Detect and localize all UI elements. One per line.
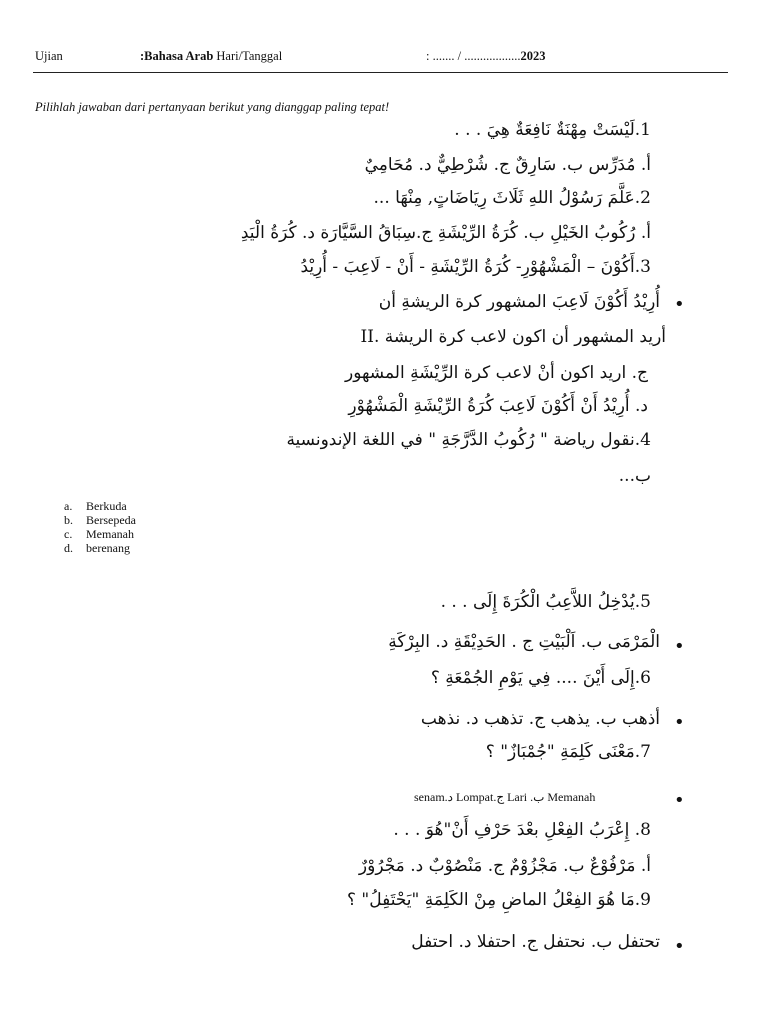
question-2: 2.عَلَّمَ رَسُوْلُ اللهِ ثَلَاثَ رِيَاضَاتٍ, مِنْهَا ... — [373, 188, 651, 208]
instruction-text: Pilihlah jawaban dari pertanyaan berikut yang dianggap paling tepat! — [35, 100, 390, 114]
question-7-options: senam.د Lompat.ج Lari .ب Memanah — [414, 790, 596, 804]
bullet-marker: • — [674, 636, 685, 657]
question-8: 8. إِعْرَبُ الفِعْلِ بعْدَ حَرْفِ أَنْ"هُوَ . . . — [393, 820, 651, 840]
subject-name: :Bahasa Arab — [140, 49, 214, 63]
question-7: 7.مَعْنَى كَلِمَةِ "جُمْبَازٌ" ؟ — [485, 742, 651, 762]
option-text: Bersepeda — [86, 513, 136, 527]
header-divider — [33, 72, 728, 73]
exam-label: Ujian — [35, 49, 63, 63]
question-6: 6.إِلَى أَيْنَ .... فِي يَوْمِ الجُمْعَةِ ؟ — [430, 668, 651, 688]
question-4-tail: ب... — [618, 466, 651, 486]
question-9-options: تحتفل ب. نحتفل ج. احتفلا د. احتفل — [411, 932, 660, 952]
question-6-options: أذهب ب. يذهب ج. تذهب د. نذهب — [420, 709, 660, 729]
question-4-options — [64, 499, 136, 555]
date-label: Hari/Tanggal — [213, 49, 283, 63]
option-text: Berkuda — [86, 499, 127, 513]
question-1-options: أ. مُدَرِّس ب. سَارِقٌ ج. شُرْطِيٌّ د. مُحَامِيٌ — [364, 155, 651, 175]
option-marker: d. — [64, 541, 73, 555]
question-3: 3.أَكُوْنَ – الْمَشْهُوْرِ- كُرَةُ الرِّيْشَةِ - أَنْ - لَاعِبَ - أُرِيْدُ — [300, 257, 651, 277]
question-5-options: الْمَرْمَى ب. اَلْبَيْتِ ج . الحَدِيْقَةِ د. البِرْكَةِ — [388, 632, 660, 652]
bullet-marker: • — [674, 294, 685, 315]
date-blank: : ....... / .................. — [426, 49, 521, 63]
bullet-marker: • — [674, 936, 685, 957]
option-marker: c. — [64, 527, 73, 541]
option-text: Memanah — [86, 527, 134, 541]
subject-field — [140, 49, 282, 64]
question-3-option-c: ج. اريد اكون أنْ لاعب كرة الرِّيْشَةِ المشهور — [344, 363, 648, 383]
question-4-option — [64, 541, 136, 555]
option-marker: b. — [64, 513, 73, 527]
date-field — [426, 49, 545, 64]
question-4-option — [64, 527, 136, 541]
question-1: 1.لَيْسَتْ مِهْنَةٌ نَافِعَةٌ هِيَ . . . — [454, 120, 651, 140]
option-text: berenang — [86, 541, 130, 555]
question-3-option-d: د. أُرِيْدُ أَنْ أَكُوْنَ لَاعِبَ كُرَةُ الرِّيْشَةِ الْمَشْهُوْرِ — [348, 396, 648, 416]
bullet-marker: • — [674, 712, 685, 733]
question-4-option — [64, 513, 136, 527]
question-4: 4.نقول رياضة " رُكُوبُ الدَّرَّجَةِ " في اللغة الإندونسية — [286, 430, 651, 450]
bullet-marker: • — [674, 790, 685, 811]
question-5: 5.يُدْخِلُ اللاَّعِبُ الْكُرَةَ إِلَى . . . — [440, 592, 651, 612]
question-3-option-b: II. أريد المشهور أن اكون لاعب كرة الريشة — [360, 327, 666, 347]
year: 2023 — [520, 49, 546, 63]
question-3-option-a: أُرِيْدُ أَكُوْنَ لَاعِبَ المشهور كرة الريشةِ أن — [378, 292, 660, 312]
question-8-options: أ. مَرْفُوْعٌ ب. مَجْزُوْمٌ ج. مَنْصُوْبٌ د. مَجْرُوْرٌ — [358, 856, 651, 876]
question-9: 9.مَا هُوَ الفِعْلُ الماضِ مِنْ الكَلِمَةِ "يَحْتَفِلُ" ؟ — [346, 890, 651, 910]
question-4-option — [64, 499, 136, 513]
question-2-options: أ. رُكُوبُ الخَيْلِ ب. كُرَةُ الرِّيْشَةِ ج.سِبَاقُ السَّيَّارَة د. كُرَةُ الْيَدِ — [240, 223, 651, 243]
option-marker: a. — [64, 499, 73, 513]
